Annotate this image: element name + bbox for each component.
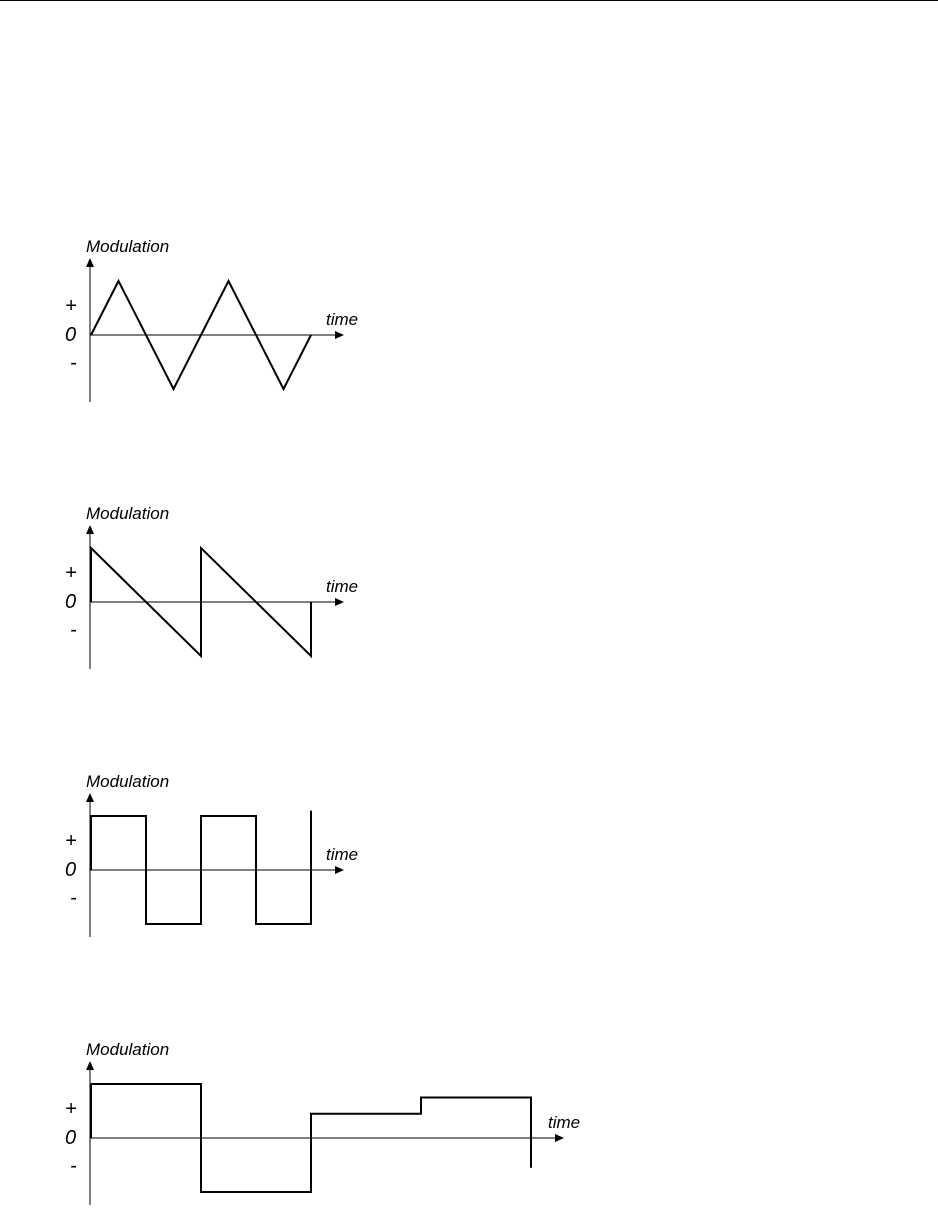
plus-label: +	[65, 1098, 77, 1120]
plus-label: +	[65, 562, 77, 584]
x-axis-arrowhead	[335, 866, 344, 874]
waveform-panel-square	[0, 765, 938, 945]
waveform-panel-sample-and-hold	[0, 1033, 938, 1213]
x-axis-arrowhead	[555, 1134, 564, 1142]
x-axis-label-time: time	[326, 577, 359, 596]
y-axis-arrowhead	[86, 525, 94, 534]
waveform-panel-sawtooth	[0, 497, 938, 677]
y-axis-title: Modulation	[86, 1040, 170, 1059]
top-rule	[0, 0, 938, 1]
y-axis-title: Modulation	[86, 504, 170, 523]
x-axis-label-time: time	[326, 845, 359, 864]
zero-label: 0	[65, 591, 77, 613]
minus-label: -	[70, 1155, 77, 1177]
zero-label: 0	[65, 324, 77, 346]
zero-label: 0	[65, 1127, 77, 1149]
y-axis-arrowhead	[86, 258, 94, 267]
x-axis-label-time: time	[326, 310, 359, 329]
y-axis-arrowhead	[86, 1061, 94, 1070]
minus-label: -	[70, 352, 77, 374]
waveform-line	[91, 811, 311, 924]
plus-label: +	[65, 295, 77, 317]
waveform-panel-triangle	[0, 230, 938, 410]
y-axis-title: Modulation	[86, 237, 170, 256]
waveform-chart-square	[0, 765, 600, 945]
minus-label: -	[70, 887, 77, 909]
waveform-chart-sample-and-hold	[0, 1033, 700, 1213]
minus-label: -	[70, 619, 77, 641]
x-axis-arrowhead	[335, 598, 344, 606]
y-axis-arrowhead	[86, 793, 94, 802]
x-axis-arrowhead	[335, 331, 344, 339]
x-axis-label-time: time	[548, 1113, 581, 1132]
plus-label: +	[65, 830, 77, 852]
zero-label: 0	[65, 859, 77, 881]
waveform-chart-sawtooth	[0, 497, 600, 677]
y-axis-title: Modulation	[86, 772, 170, 791]
waveform-chart-triangle	[0, 230, 600, 410]
